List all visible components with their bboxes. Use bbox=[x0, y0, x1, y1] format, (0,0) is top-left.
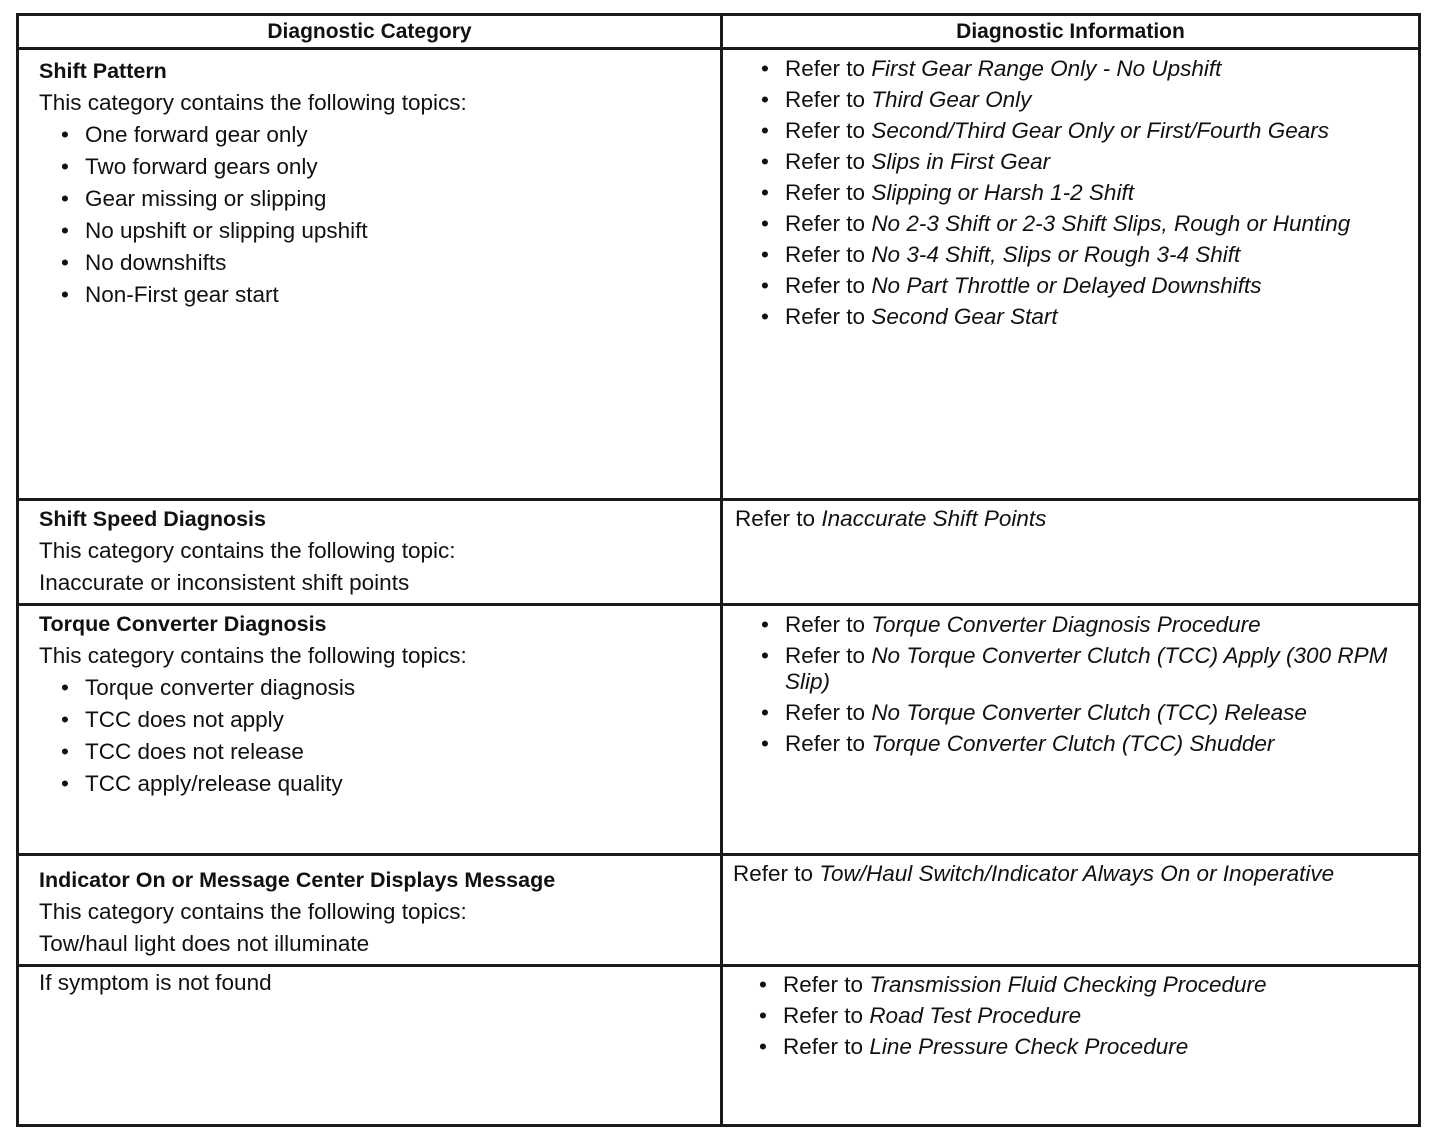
topic-list bbox=[39, 672, 702, 800]
topic-item: • Gear missing or slipping bbox=[39, 183, 702, 215]
category-topic: Inaccurate or inconsistent shift points bbox=[39, 570, 410, 595]
reference-item bbox=[761, 731, 1400, 757]
reference-link[interactable]: No Part Throttle or Delayed Downshifts bbox=[871, 273, 1262, 298]
topic-item: • TCC apply/release quality bbox=[39, 768, 702, 800]
refer-to-text: Refer to bbox=[735, 506, 816, 531]
reference-item bbox=[761, 612, 1400, 638]
refer-to-text: Refer to bbox=[785, 612, 866, 637]
reference-link[interactable]: First Gear Range Only - No Upshift bbox=[871, 56, 1222, 81]
reference-list bbox=[761, 56, 1400, 330]
table-row-torque-converter bbox=[18, 605, 1420, 855]
reference-item bbox=[761, 242, 1400, 268]
category-cell bbox=[18, 500, 722, 605]
category-topic: Tow/haul light does not illuminate bbox=[39, 931, 370, 956]
information-cell bbox=[722, 49, 1420, 500]
refer-to-text: Refer to bbox=[783, 1003, 864, 1028]
reference-item bbox=[761, 643, 1400, 695]
refer-to-text: Refer to bbox=[785, 242, 866, 267]
reference-item bbox=[761, 211, 1400, 237]
information-cell bbox=[722, 966, 1420, 1126]
refer-to-text: Refer to bbox=[785, 304, 866, 329]
category-intro: This category contains the following topics: bbox=[39, 899, 467, 924]
category-cell bbox=[18, 966, 722, 1126]
category-intro: This category contains the following topics: bbox=[39, 643, 467, 668]
refer-to-text: Refer to bbox=[785, 87, 866, 112]
reference-link[interactable]: Torque Converter Clutch (TCC) Shudder bbox=[871, 731, 1275, 756]
reference-link[interactable]: No Torque Converter Clutch (TCC) Release bbox=[871, 700, 1307, 725]
reference-link[interactable]: Second/Third Gear Only or First/Fourth Gears bbox=[871, 118, 1329, 143]
topic-item: • No upshift or slipping upshift bbox=[39, 215, 702, 247]
topic-list bbox=[39, 119, 702, 311]
refer-to-text: Refer to bbox=[783, 1034, 864, 1059]
reference-item bbox=[761, 700, 1400, 726]
category-title: Shift Speed Diagnosis bbox=[39, 507, 266, 531]
category-title: Shift Pattern bbox=[39, 59, 167, 83]
category-cell bbox=[18, 855, 722, 966]
refer-to-text: Refer to bbox=[783, 972, 864, 997]
reference-list bbox=[761, 612, 1400, 757]
table-row-symptom-not-found bbox=[18, 966, 1420, 1126]
topic-item: • Torque converter diagnosis bbox=[39, 672, 702, 704]
reference-link[interactable]: Second Gear Start bbox=[871, 304, 1058, 329]
table-row-shift-pattern bbox=[18, 49, 1420, 500]
reference-link[interactable]: Road Test Procedure bbox=[869, 1003, 1082, 1028]
reference-link[interactable]: Slipping or Harsh 1-2 Shift bbox=[871, 180, 1134, 205]
refer-to-text: Refer to bbox=[785, 700, 866, 725]
refer-to-text: Refer to bbox=[785, 56, 866, 81]
reference-item bbox=[761, 304, 1400, 330]
reference-list bbox=[759, 972, 1400, 1060]
reference-link[interactable]: Tow/Haul Switch/Indicator Always On or Inoperative bbox=[819, 861, 1335, 886]
information-cell bbox=[722, 500, 1420, 605]
reference-item bbox=[761, 273, 1400, 299]
reference-item bbox=[759, 972, 1400, 998]
refer-to-text: Refer to bbox=[785, 273, 866, 298]
category-intro: This category contains the following topic: bbox=[39, 538, 456, 563]
header-diagnostic-category: Diagnostic Category bbox=[18, 15, 722, 49]
category-intro: This category contains the following topics: bbox=[39, 90, 467, 115]
table-row-indicator-on bbox=[18, 855, 1420, 966]
reference-link[interactable]: Transmission Fluid Checking Procedure bbox=[869, 972, 1267, 997]
category-title: Indicator On or Message Center Displays Message bbox=[39, 868, 556, 892]
header-diagnostic-information: Diagnostic Information bbox=[722, 15, 1420, 49]
reference-item bbox=[761, 56, 1400, 82]
reference-item bbox=[761, 118, 1400, 144]
category-cell bbox=[18, 49, 722, 500]
refer-to-text: Refer to bbox=[785, 118, 866, 143]
header-row bbox=[18, 15, 1420, 49]
refer-to-text: Refer to bbox=[733, 861, 814, 886]
refer-to-text: Refer to bbox=[785, 211, 866, 236]
topic-item: • TCC does not apply bbox=[39, 704, 702, 736]
reference-link[interactable]: Torque Converter Diagnosis Procedure bbox=[871, 612, 1261, 637]
topic-item: • TCC does not release bbox=[39, 736, 702, 768]
information-cell bbox=[722, 605, 1420, 855]
topic-item: • No downshifts bbox=[39, 247, 702, 279]
topic-item: • Non-First gear start bbox=[39, 279, 702, 311]
reference-link[interactable]: No Torque Converter Clutch (TCC) Apply (300 RPM Slip) bbox=[785, 643, 1388, 694]
reference-link[interactable]: Inaccurate Shift Points bbox=[821, 506, 1047, 531]
reference-link[interactable]: Third Gear Only bbox=[871, 87, 1032, 112]
refer-to-text: Refer to bbox=[785, 731, 866, 756]
category-title: Torque Converter Diagnosis bbox=[39, 612, 327, 636]
reference-link[interactable]: No 3-4 Shift, Slips or Rough 3-4 Shift bbox=[871, 242, 1241, 267]
reference-item bbox=[759, 1034, 1400, 1060]
reference-link[interactable]: Slips in First Gear bbox=[871, 149, 1051, 174]
refer-to-text: Refer to bbox=[785, 643, 866, 668]
reference-item bbox=[761, 149, 1400, 175]
reference-link[interactable]: Line Pressure Check Procedure bbox=[869, 1034, 1189, 1059]
topic-item: • Two forward gears only bbox=[39, 151, 702, 183]
reference-item bbox=[761, 87, 1400, 113]
refer-to-text: Refer to bbox=[785, 180, 866, 205]
reference-item bbox=[761, 180, 1400, 206]
reference-link[interactable]: No 2-3 Shift or 2-3 Shift Slips, Rough or Hunting bbox=[871, 211, 1351, 236]
refer-to-text: Refer to bbox=[785, 149, 866, 174]
information-cell bbox=[722, 855, 1420, 966]
diagnostic-table bbox=[16, 13, 1421, 1127]
table-row-shift-speed bbox=[18, 500, 1420, 605]
category-text: If symptom is not found bbox=[39, 970, 272, 995]
reference-item bbox=[759, 1003, 1400, 1029]
category-cell bbox=[18, 605, 722, 855]
topic-item: • One forward gear only bbox=[39, 119, 702, 151]
